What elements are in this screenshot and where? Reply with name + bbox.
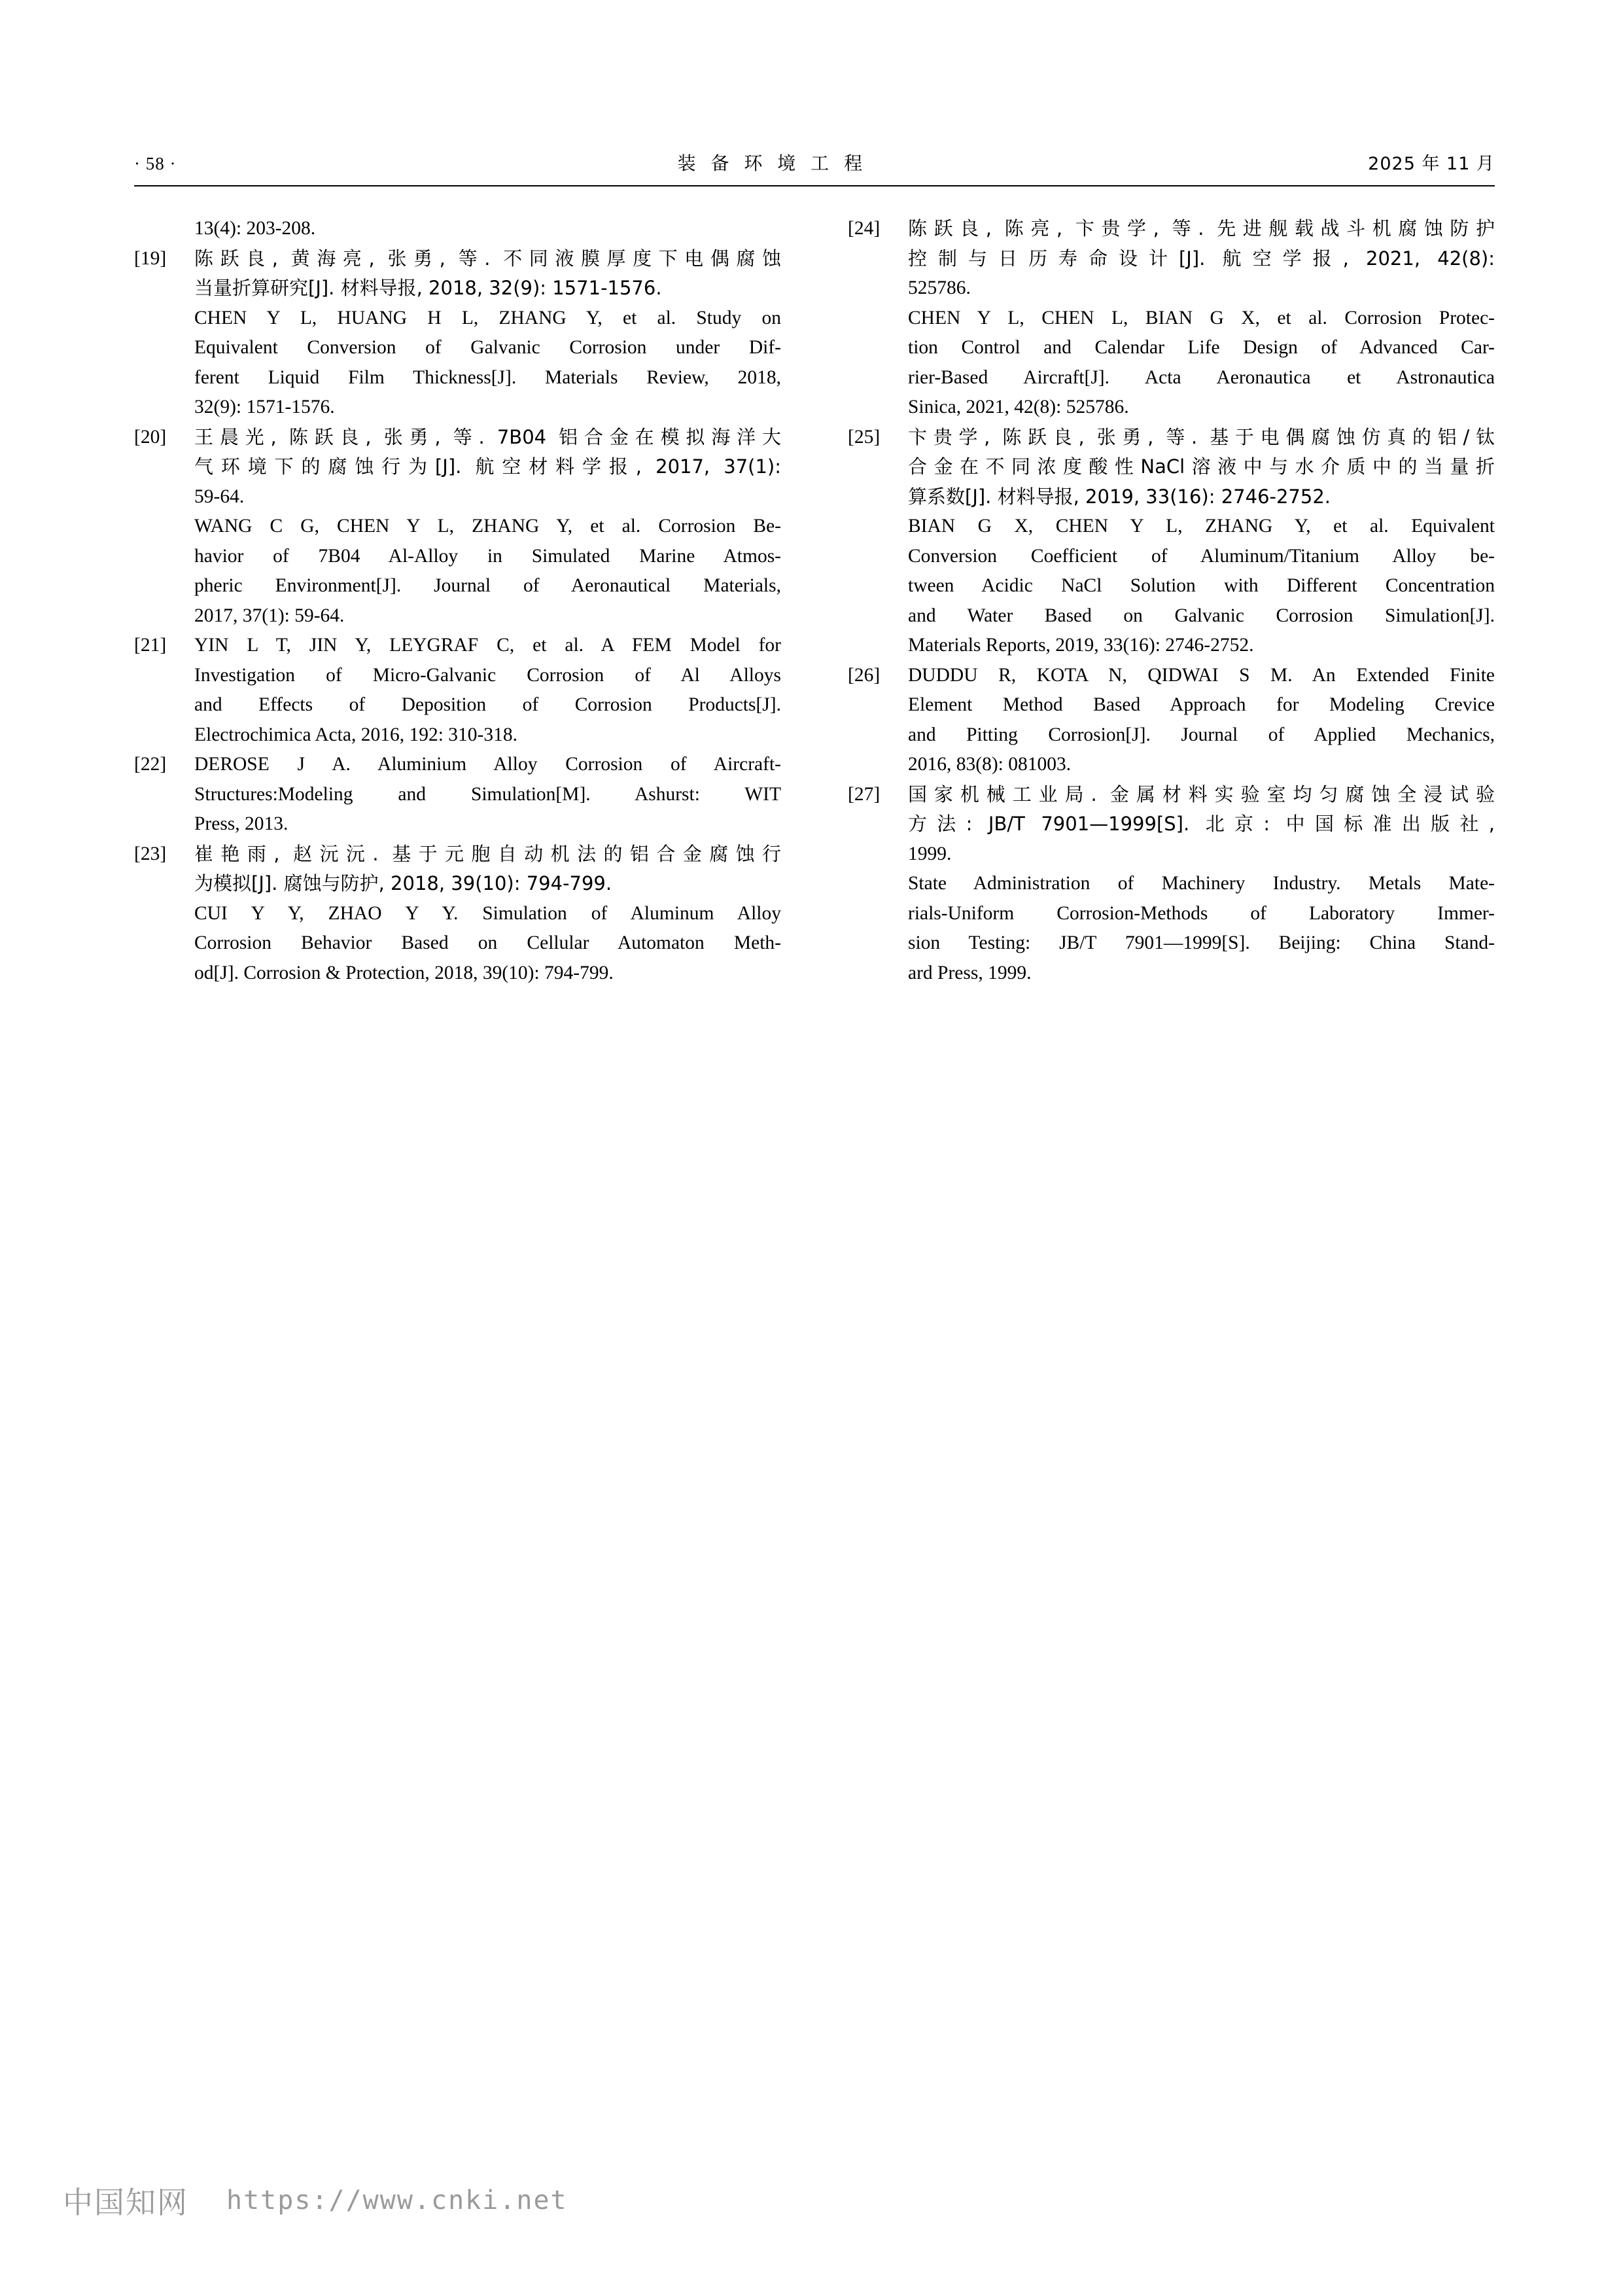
reference-line: havior of 7B04 Al-Alloy in Simulated Marine Atmos- xyxy=(194,545,781,567)
reference-line: 1999. xyxy=(908,843,952,864)
reference-text xyxy=(194,631,781,750)
reference-line: Corrosion Behavior Based on Cellular Automaton Meth- xyxy=(194,932,781,953)
reference-entry xyxy=(848,214,1495,423)
reference-line: CHEN Y L, CHEN L, BIAN G X, et al. Corrosion Protec- xyxy=(908,307,1495,328)
cnki-url: https://www.cnki.net xyxy=(226,2185,568,2216)
reference-text xyxy=(908,780,1495,989)
reference-text xyxy=(194,839,781,989)
reference-line: BIAN G X, CHEN Y L, ZHANG Y, et al. Equivalent xyxy=(908,516,1495,537)
reference-line: 王晨光, 陈跃良, 张勇, 等. 7B04 铝合金在模拟海洋大 xyxy=(194,425,781,448)
reference-line: 陈跃良, 陈亮, 卞贵学, 等. 先进舰载战斗机腐蚀防护 xyxy=(908,217,1495,239)
left-column xyxy=(134,214,781,988)
reference-line: 方法: JB/T 7901—1999[S]. 北京: 中国标准出版社, xyxy=(908,813,1495,835)
reference-line: 崔艳雨, 赵沅沅. 基于元胞自动机法的铝合金腐蚀行 xyxy=(194,842,781,865)
reference-line: 气环境下的腐蚀行为[J]. 航空材料学报, 2017, 37(1): xyxy=(194,455,781,478)
reference-line: rier-Based Aircraft[J]. Acta Aeronautica et Astronautica xyxy=(908,366,1495,388)
reference-line: and Effects of Deposition of Corrosion Products[J]. xyxy=(194,694,781,715)
page-header xyxy=(134,149,1495,179)
reference-line: tion Control and Calendar Life Design of Advanced Car- xyxy=(908,337,1495,358)
reference-line: pheric Environment[J]. Journal of Aeronautical Materials, xyxy=(194,575,781,596)
reference-entry xyxy=(134,244,781,423)
reference-line: Sinica, 2021, 42(8): 525786. xyxy=(908,397,1129,417)
reference-text xyxy=(908,423,1495,661)
reference-line: 当量折算研究[J]. 材料导报, 2018, 32(9): 1571-1576. xyxy=(194,277,662,299)
reference-entry xyxy=(848,661,1495,780)
reference-line: and Pitting Corrosion[J]. Journal of Applied Mechanics, xyxy=(908,724,1495,745)
reference-text xyxy=(194,750,781,839)
reference-line: 算系数[J]. 材料导报, 2019, 33(16): 2746-2752. xyxy=(908,485,1331,508)
reference-number: [26] xyxy=(848,664,881,686)
reference-text xyxy=(908,214,1495,423)
reference-number: [23] xyxy=(134,843,167,864)
reference-entry xyxy=(134,423,781,631)
header-divider xyxy=(134,185,1495,186)
reference-line: 32(9): 1571-1576. xyxy=(194,397,335,417)
reference-line: 合金在不同浓度酸性NaCl溶液中与水介质中的当量折 xyxy=(908,455,1495,478)
reference-line: Element Method Based Approach for Modeling Crevice xyxy=(908,694,1495,715)
reference-line: DEROSE J A. Aluminium Alloy Corrosion of Aircraft- xyxy=(194,754,781,775)
reference-line: 525786. xyxy=(908,277,971,298)
reference-number: [22] xyxy=(134,754,167,775)
reference-line: 国家机械工业局. 金属材料实验室均匀腐蚀全浸试验 xyxy=(908,783,1495,805)
cnki-logo-text: 中国知网 xyxy=(63,2185,188,2220)
reference-number: [21] xyxy=(134,635,167,656)
left-reference-list xyxy=(134,244,781,989)
reference-line: od[J]. Corrosion & Protection, 2018, 39(10): 794-799. xyxy=(194,962,614,983)
reference-line: Press, 2013. xyxy=(194,813,288,834)
reference-line: 卞贵学, 陈跃良, 张勇, 等. 基于电偶腐蚀仿真的铝/钛 xyxy=(908,425,1495,448)
reference-line: CHEN Y L, HUANG H L, ZHANG Y, et al. Study on xyxy=(194,307,781,328)
cnki-watermark xyxy=(63,2179,568,2222)
reference-entry xyxy=(848,423,1495,661)
reference-line: 为模拟[J]. 腐蚀与防护, 2018, 39(10): 794-799. xyxy=(194,872,612,894)
reference-line: 控制与日历寿命设计[J]. 航空学报, 2021, 42(8): xyxy=(908,247,1495,270)
reference-entry xyxy=(134,631,781,750)
reference-line: Equivalent Conversion of Galvanic Corrosion under Dif- xyxy=(194,337,781,358)
reference-number: [24] xyxy=(848,218,881,239)
reference-entry xyxy=(134,839,781,989)
journal-title: 装 备 环 境 工 程 xyxy=(677,152,867,174)
right-reference-list xyxy=(848,214,1495,988)
reference-line: DUDDU R, KOTA N, QIDWAI S M. An Extended Finite xyxy=(908,664,1495,686)
reference-line: and Water Based on Galvanic Corrosion Simulation[J]. xyxy=(908,605,1495,626)
reference-line: 2017, 37(1): 59-64. xyxy=(194,605,345,626)
reference-number: [20] xyxy=(134,426,167,448)
reference-line: Structures:Modeling and Simulation[M]. Ashurst: WIT xyxy=(194,783,781,805)
reference-line: Investigation of Micro-Galvanic Corrosion of Al Alloys xyxy=(194,664,781,686)
reference-line: ard Press, 1999. xyxy=(908,962,1032,983)
reference-line: sion Testing: JB/T 7901—1999[S]. Beijing: China Stand- xyxy=(908,932,1495,953)
reference-entry xyxy=(848,780,1495,989)
reference-line: Electrochimica Acta, 2016, 192: 310-318. xyxy=(194,724,517,745)
reference-line: 59-64. xyxy=(194,486,245,507)
reference-entry xyxy=(134,750,781,839)
reference-line: 陈跃良, 黄海亮, 张勇, 等. 不同液膜厚度下电偶腐蚀 xyxy=(194,247,781,270)
reference-line: CUI Y Y, ZHAO Y Y. Simulation of Aluminum Alloy xyxy=(194,902,781,924)
reference-line: WANG C G, CHEN Y L, ZHANG Y, et al. Corrosion Be- xyxy=(194,516,781,537)
reference-line: rials-Uniform Corrosion-Methods of Laboratory Immer- xyxy=(908,902,1495,924)
right-column xyxy=(848,214,1495,988)
reference-number: [27] xyxy=(848,783,881,805)
reference-line: tween Acidic NaCl Solution with Different Concentration xyxy=(908,575,1495,596)
reference-text xyxy=(194,244,781,423)
reference-line: 2016, 83(8): 081003. xyxy=(908,754,1072,775)
reference-text xyxy=(908,661,1495,780)
reference-line: Conversion Coefficient of Aluminum/Titanium Alloy be- xyxy=(908,545,1495,567)
reference-line: ferent Liquid Film Thickness[J]. Materials Review, 2018, xyxy=(194,366,781,388)
reference-number: [25] xyxy=(848,426,881,448)
reference-line: State Administration of Machinery Industry. Metals Mate- xyxy=(908,873,1495,894)
issue-date: 2025 年 11 月 xyxy=(1368,154,1495,174)
reference-number: [19] xyxy=(134,247,167,269)
page-number: · 58 · xyxy=(134,154,177,173)
reference-line: YIN L T, JIN Y, LEYGRAF C, et al. A FEM Model for xyxy=(194,635,781,656)
reference-columns xyxy=(134,214,1495,988)
continued-reference-line: 13(4): 203-208. xyxy=(194,218,316,239)
reference-text xyxy=(194,423,781,631)
reference-line: Materials Reports, 2019, 33(16): 2746-2752. xyxy=(908,635,1254,656)
